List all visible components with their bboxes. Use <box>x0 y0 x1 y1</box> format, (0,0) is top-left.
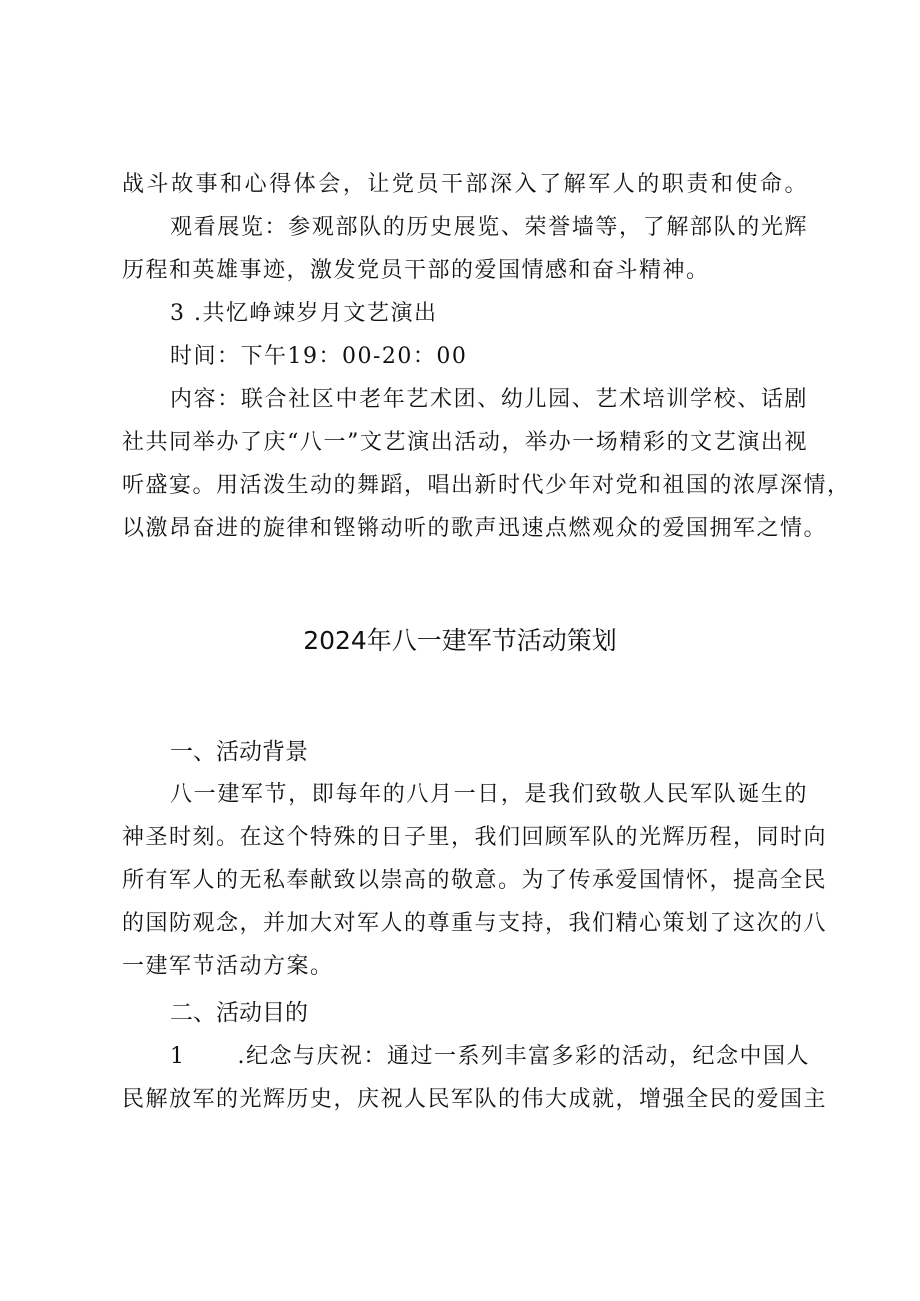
paragraph-line: 的国防观念，并加大对军人的尊重与支持，我们精心策划了这次的八 <box>122 911 828 936</box>
paragraph-line: 社共同举办了庆“八一”文艺演出活动，举办一场精彩的文艺演出视 <box>122 430 808 455</box>
paragraph-line: 神圣时刻。在这个特殊的日子里，我们回顾军队的光辉历程，同时向 <box>122 825 828 850</box>
paragraph-line: 历程和英雄事迹，激发党员干部的爱国情感和奋斗精神。 <box>122 258 710 283</box>
item-3-title: 3 .共忆峥竦岁月文艺演出 <box>170 301 438 326</box>
paragraph-line: 民解放军的光辉历史，庆祝人民军队的伟大成就，增强全民的爱国主 <box>122 1087 828 1112</box>
section-heading-background: 一、活动背景 <box>170 739 308 765</box>
paragraph-line: 听盛宴。用活泼生动的舞蹈，唱出新时代少年对党和祖国的浓厚深情， <box>122 473 851 498</box>
paragraph-line: 观看展览：参观部队的历史展览、荣誉墙等，了解部队的光辉 <box>170 215 808 240</box>
paragraph-line: 八一建军节，即每年的八月一日，是我们致敬人民军队诞生的 <box>170 782 808 807</box>
paragraph-line: 一建军节活动方案。 <box>122 954 334 979</box>
paragraph-line: 内容：联合社区中老年艺术团、幼儿园、艺术培训学校、话剧 <box>170 387 808 412</box>
paragraph-line: 所有军人的无私奉献致以崇高的敬意。为了传承爱国情怀，提高全民 <box>122 868 828 893</box>
paragraph-line: 以激昂奋进的旋律和铿锵动听的歌声迅速点燃观众的爱国拥军之情。 <box>122 516 828 541</box>
document-title: 2024年八一建军节活动策划 <box>303 626 617 655</box>
section-heading-purpose: 二、活动目的 <box>170 1000 308 1026</box>
item-1-line <box>170 1042 808 1072</box>
item-1-text: .纪念与庆祝：通过一系列丰富多彩的活动，纪念中国人 <box>237 1044 810 1069</box>
paragraph-line: 战斗故事和心得体会，让党员干部深入了解军人的职责和使命。 <box>122 172 808 197</box>
item-3-time: 时间：下午19：00-20：00 <box>170 344 468 369</box>
item-1-number: 1 <box>170 1044 186 1069</box>
